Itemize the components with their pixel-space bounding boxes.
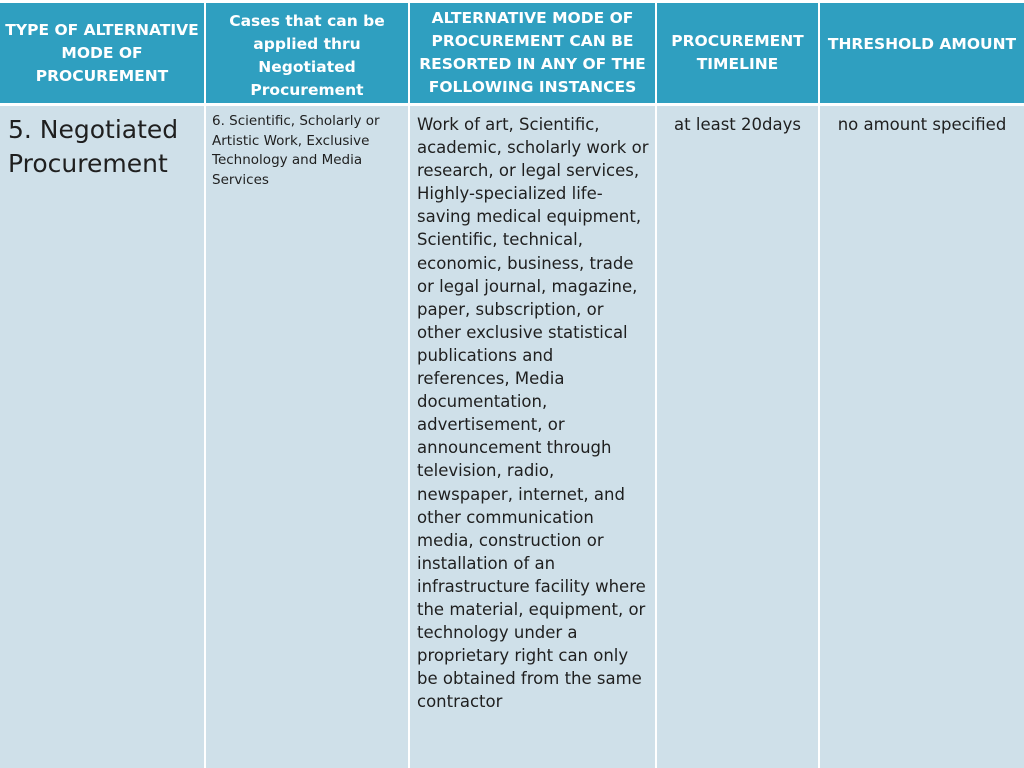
cell-threshold: no amount specified xyxy=(820,106,1024,768)
header-cases: Cases that can be applied thru Negotiated Procurement xyxy=(206,3,408,103)
cell-type: 5. Negotiated Procurement xyxy=(0,106,204,768)
header-timeline: PROCUREMENT TIMELINE xyxy=(657,3,818,103)
header-instances: ALTERNATIVE MODE OF PROCUREMENT CAN BE RESORTED IN ANY OF THE FOLLOWING INSTANCES xyxy=(410,3,655,103)
cell-timeline: at least 20days xyxy=(657,106,818,768)
header-type: TYPE OF ALTERNATIVE MODE OF PROCUREMENT xyxy=(0,3,204,103)
cell-cases: 6. Scientific, Scholarly or Artistic Work, Exclusive Technology and Media Services xyxy=(206,106,408,768)
cell-instances: Work of art, Scientific, academic, scholarly work or research, or legal services, Highly-specialized life-saving medical equipment, Scientific, technical, economic, business, trade or legal journal, magazine, paper, subscription, or other exclusive statistical publications and references, Media documentation, advertisement, or announcement through television, radio, newspaper, internet, and other communication media, construction or installation of an infrastructure facility where the material, equipment, or technology under a proprietary right can only be obtained from the same contractor xyxy=(410,106,655,768)
header-threshold: THRESHOLD AMOUNT xyxy=(820,3,1024,103)
